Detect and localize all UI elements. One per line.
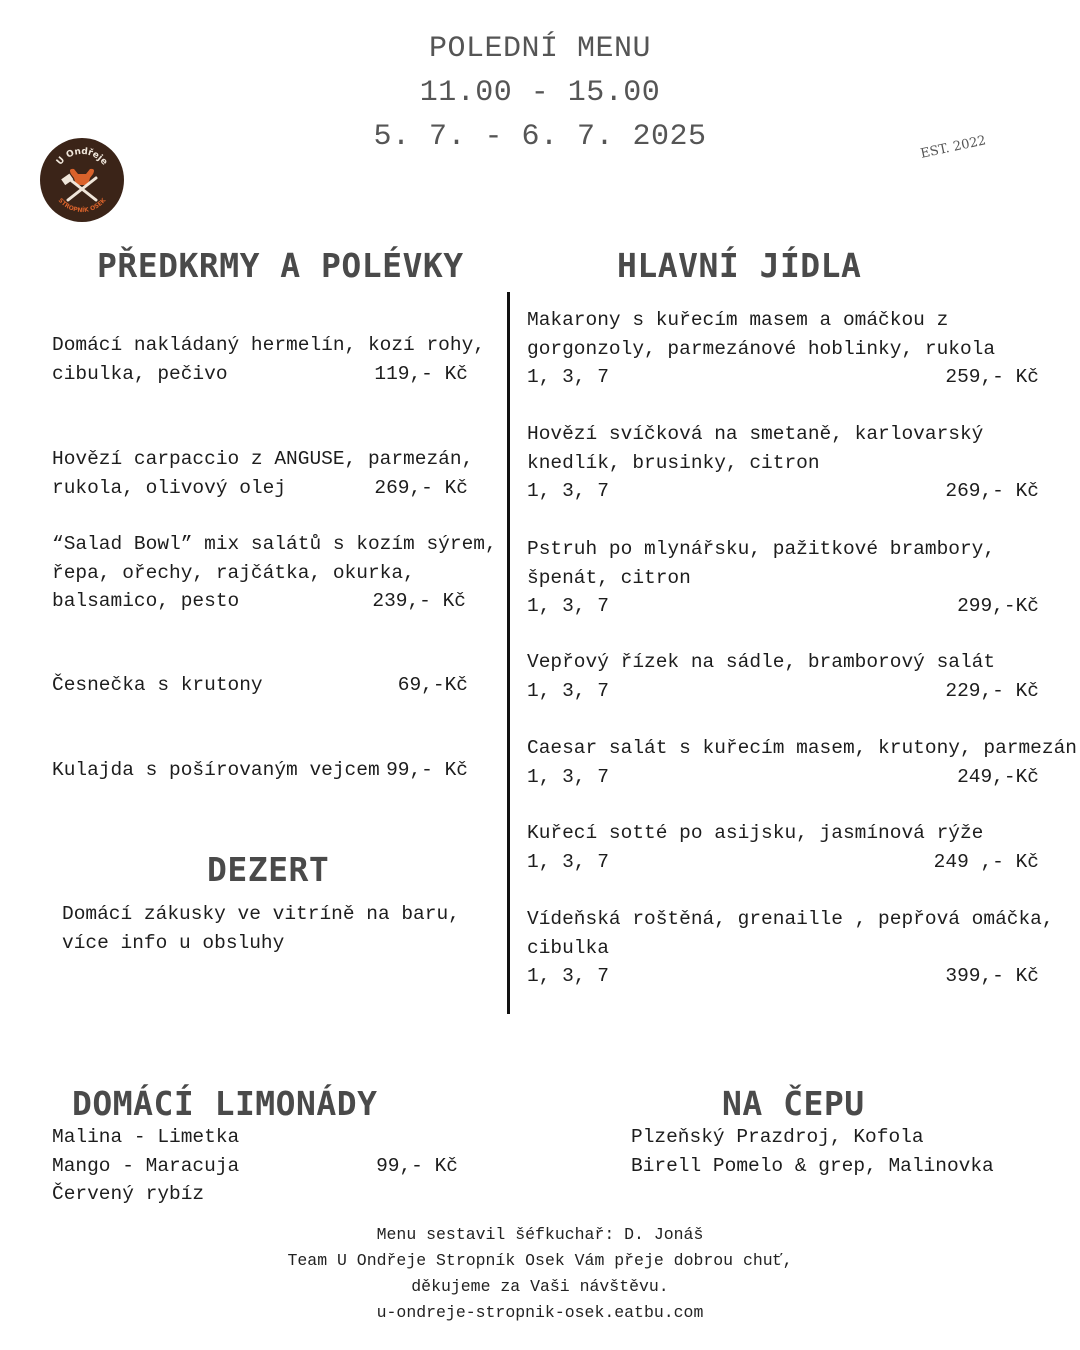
price: 269,- Kč (945, 480, 1039, 502)
mains-title: HLAVNÍ JÍDLA (617, 246, 862, 285)
starter-item-5: Kulajda s pošírovaným vejcem 99,- Kč (52, 756, 468, 785)
menu-title: POLEDNÍ MENU (428, 32, 652, 66)
menu-dates: 5. 7. - 6. 7. 2025 (373, 120, 707, 154)
svg-text:STROPNÍK OSEK (57, 197, 108, 214)
price: 259,- Kč (945, 366, 1039, 388)
footer (0, 1222, 1080, 1326)
main-item-3: Pstruh po mlynářsku, pažitkové brambory, špenát, citron 1, 3, 7 299,-Kč (527, 535, 1039, 621)
price: 239,- Kč (372, 590, 466, 612)
allergens: 1, 3, 7 (527, 595, 609, 617)
bull-cleaver-icon (40, 138, 124, 222)
logo-bottom-text: STROPNÍK OSEK (56, 197, 108, 215)
main-item-7: Vídeňská roštěná, grenaille , pepřová omáčka, cibulka 1, 3, 7 399,- Kč (527, 905, 1039, 991)
starter-item-1: Domácí nakládaný hermelín, kozí rohy, cibulka, pečivo 119,- Kč (52, 331, 468, 388)
allergens: 1, 3, 7 (527, 965, 609, 987)
allergens: 1, 3, 7 (527, 366, 609, 388)
main-item-1: Makarony s kuřecím masem a omáčkou z gorgonzoly, parmezánové hoblinky, rukola 1, 3, 7 259,- Kč (527, 306, 1039, 392)
price: 69,-Kč (397, 674, 468, 696)
allergens: 1, 3, 7 (527, 679, 609, 702)
starter-item-4: Česnečka s krutony 69,-Kč (52, 671, 468, 700)
chef-credit: Menu sestavil šéfkuchař: D. Jonáš (376, 1225, 704, 1244)
allergens: 1, 3, 7 (527, 850, 609, 873)
est-stamp: EST. 2022 (919, 133, 988, 162)
website-link[interactable]: u-ondreje-stropnik-osek.eatbu.com (376, 1303, 704, 1322)
column-divider (507, 292, 510, 1014)
tap-list: Plzeňský Prazdroj, Kofola Birell Pomelo & grep, Malinovka (631, 1126, 994, 1177)
main-item-6: Kuřecí sotté po asijsku, jasmínová rýže 1, 3, 7 249 ,- Kč (527, 819, 1039, 876)
tap-title: NA ČEPU (722, 1084, 865, 1123)
main-item-5: Caesar salát s kuřecím masem, krutony, parmezán 1, 3, 7 249,-Kč (527, 734, 1039, 791)
main-item-4: Vepřový řízek na sádle, bramborový salát 1, 3, 7 229,- Kč (527, 648, 1039, 705)
logo-top-text: U Ondřeje (54, 146, 110, 168)
main-item-2: Hovězí svíčková na smetaně, karlovarský knedlík, brusinky, citron 1, 3, 7 269,- Kč (527, 420, 1039, 506)
dessert-title: DEZERT (207, 850, 330, 889)
price: 249 ,- Kč (933, 850, 1039, 873)
restaurant-logo (40, 138, 124, 222)
price: 399,- Kč (945, 965, 1039, 987)
price: 249,-Kč (957, 765, 1039, 788)
thanks: děkujeme za Vaši návštěvu. (411, 1277, 669, 1296)
price: 99,- Kč (376, 1154, 458, 1177)
allergens: 1, 3, 7 (527, 765, 609, 788)
greeting: Team U Ondřeje Stropník Osek Vám přeje dobrou chuť, (287, 1251, 793, 1270)
dessert-item: Domácí zákusky ve vitríně na baru, více info u obsluhy (62, 903, 460, 954)
lemonades-list: Malina - Limetka Mango - Maracuja 99,- Kč Červený rybíz (52, 1126, 458, 1205)
lemonades-title: DOMÁCÍ LIMONÁDY (72, 1084, 378, 1123)
starters-title: PŘEDKRMY A POLÉVKY (97, 246, 464, 285)
svg-text:U Ondřeje (55, 147, 109, 168)
price: 229,- Kč (945, 679, 1039, 702)
price: 299,-Kč (957, 595, 1039, 617)
opening-hours: 11.00 - 15.00 (419, 76, 661, 110)
price: 119,- Kč (374, 362, 468, 385)
allergens: 1, 3, 7 (527, 480, 609, 502)
starter-item-2: Hovězí carpaccio z ANGUSE, parmezán, rukola, olivový olej 269,- Kč (52, 445, 468, 502)
price: 99,- Kč (386, 759, 468, 781)
starter-item-3: “Salad Bowl” mix salátů s kozím sýrem, řepa, ořechy, rajčátka, okurka, balsamico, pesto 239,- Kč (52, 530, 466, 616)
price: 269,- Kč (374, 476, 468, 499)
